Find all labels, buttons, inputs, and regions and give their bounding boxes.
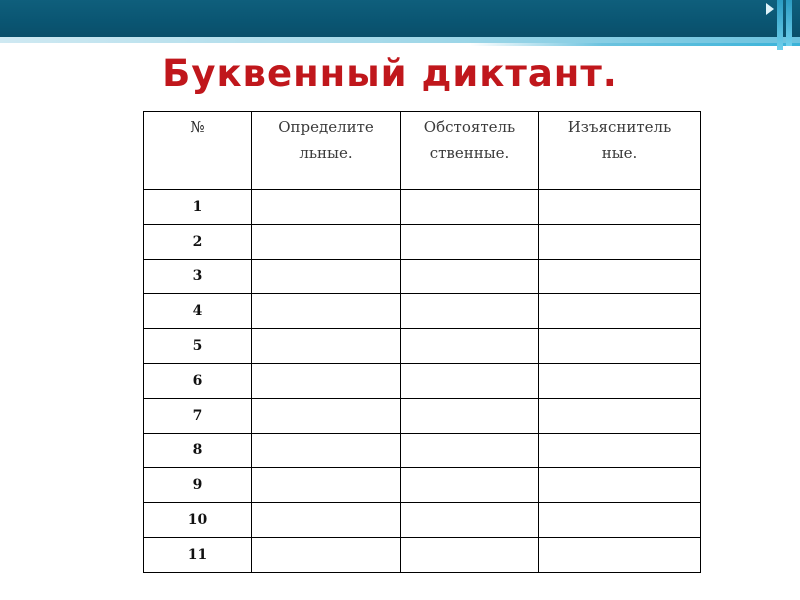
column-header-explanatory [539,112,701,190]
answer-cell[interactable] [401,503,539,538]
answer-cell[interactable] [252,294,401,329]
row-number: 10 [144,503,252,538]
answer-cell[interactable] [252,363,401,398]
row-number: 3 [144,259,252,294]
table-row [144,398,701,433]
answer-cell[interactable] [401,398,539,433]
triangle-icon [766,3,774,15]
answer-cell[interactable] [252,259,401,294]
row-number: 1 [144,190,252,225]
header-line: Изъяснитель [567,118,672,136]
answer-cell[interactable] [401,259,539,294]
answer-cell[interactable] [252,398,401,433]
table-row [144,224,701,259]
answer-cell[interactable] [539,398,701,433]
header-line: Обстоятель [423,118,516,136]
header-line: ные. [601,144,638,162]
answer-cell[interactable] [539,259,701,294]
table-row [144,259,701,294]
answer-cell[interactable] [401,363,539,398]
header-line: Определите [278,118,374,136]
row-number: 6 [144,363,252,398]
top-banner [0,0,800,37]
answer-cell[interactable] [252,503,401,538]
header-line: льные. [299,144,353,162]
table-row [144,190,701,225]
answer-cell[interactable] [539,224,701,259]
answer-cell[interactable] [401,294,539,329]
answer-cell[interactable] [539,468,701,503]
answer-cell[interactable] [539,433,701,468]
row-number: 2 [144,224,252,259]
table-header-row [144,112,701,190]
answer-cell[interactable] [539,503,701,538]
corner-bar [777,0,783,50]
answer-cell[interactable] [539,190,701,225]
answer-cell[interactable] [539,329,701,364]
slide-title: Буквенный диктант. [162,52,618,95]
table-row [144,329,701,364]
answer-cell[interactable] [401,190,539,225]
row-number: 8 [144,433,252,468]
header-line: ственные. [429,144,510,162]
answer-cell[interactable] [252,537,401,572]
row-number: 4 [144,294,252,329]
answer-cell[interactable] [401,468,539,503]
table-row [144,468,701,503]
answer-cell[interactable] [401,329,539,364]
answer-cell[interactable] [252,224,401,259]
corner-bar [786,0,792,46]
row-number: 9 [144,468,252,503]
dictation-table [143,111,701,573]
column-header-attributive [252,112,401,190]
answer-cell[interactable] [252,190,401,225]
answer-cell[interactable] [539,537,701,572]
answer-cell[interactable] [252,433,401,468]
row-number: 11 [144,537,252,572]
column-header-adverbial [401,112,539,190]
table-row [144,537,701,572]
table-row [144,294,701,329]
table-row [144,433,701,468]
answer-cell[interactable] [252,468,401,503]
column-header-number [144,112,252,190]
answer-cell[interactable] [539,294,701,329]
answer-cell[interactable] [401,224,539,259]
answer-cell[interactable] [401,433,539,468]
table-row [144,503,701,538]
answer-cell[interactable] [401,537,539,572]
banner-accent-line [470,43,800,46]
row-number: 7 [144,398,252,433]
header-line: № [190,118,205,136]
answer-cell[interactable] [539,363,701,398]
table-row [144,363,701,398]
answer-cell[interactable] [252,329,401,364]
row-number: 5 [144,329,252,364]
